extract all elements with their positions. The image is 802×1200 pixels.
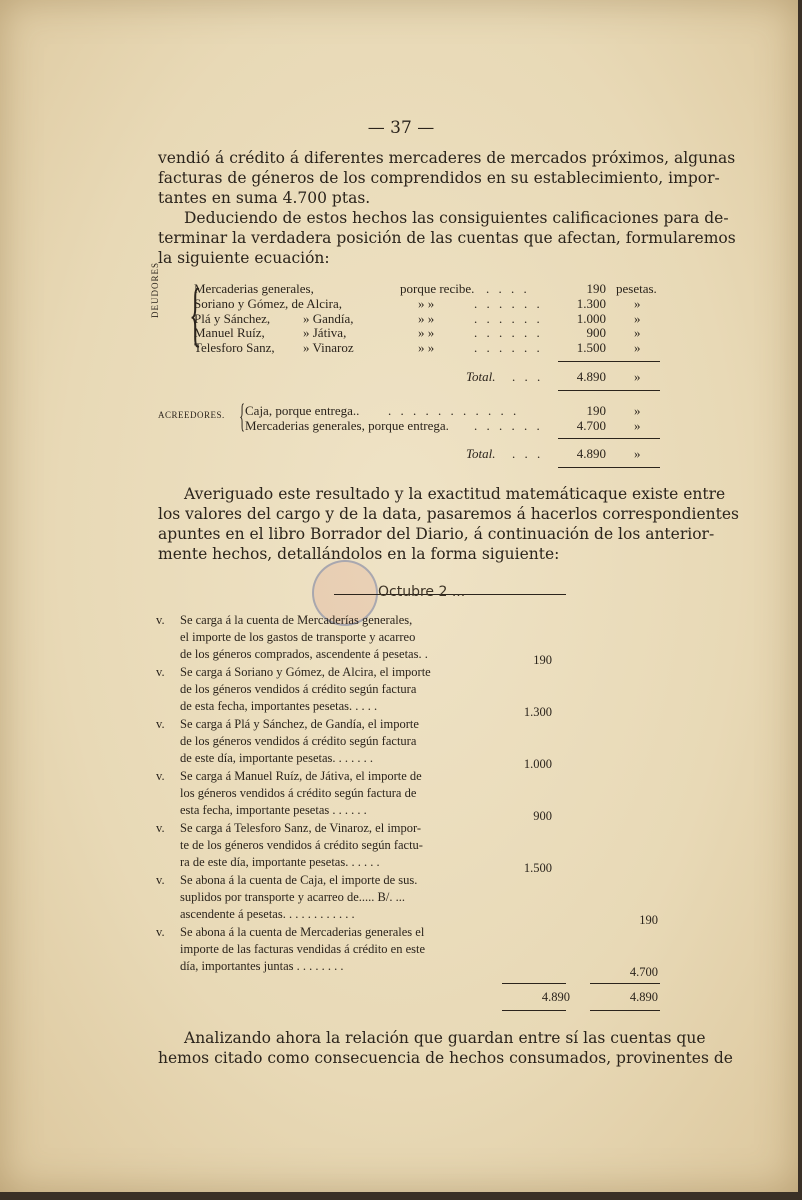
credit-amount: 190 — [639, 913, 658, 927]
deudor-place: » Gandía, — [303, 311, 354, 326]
text-line: facturas de géneros de los comprendidos en su establecimiento, impor- — [158, 169, 720, 187]
entry-line: día, importantes juntas . . . . . . . . — [180, 959, 344, 974]
sum-rule — [558, 438, 660, 439]
total-unit: » — [634, 369, 641, 384]
check-mark: v. — [156, 665, 165, 679]
entry-line: ascendente á pesetas. . . . . . . . . . . . — [180, 907, 355, 922]
leader-dots: . . . . — [486, 281, 530, 296]
acreedor-unit: » — [634, 403, 641, 418]
deudor-name: Telesforo Sanz, — [194, 340, 275, 355]
sum-rule — [502, 1010, 566, 1011]
leader-dots: . . . . . . — [474, 296, 543, 311]
acreedor-unit: » — [634, 418, 641, 433]
deudor-amount: 1.500 — [576, 340, 606, 355]
deudor-reason: » » — [418, 311, 435, 326]
total-label: Total. — [466, 446, 496, 461]
entry-line: los géneros vendidos á crédito según factura de — [180, 786, 417, 801]
text-line: la siguiente ecuación: — [158, 249, 330, 267]
deudor-name: Mercaderias generales, — [194, 281, 314, 296]
entry-line: el importe de los gastos de transporte y acarreo — [180, 630, 416, 645]
brace-icon: { — [239, 398, 246, 435]
text-line: los valores del cargo y de la data, pasaremos á hacerlos correspondientes — [158, 505, 739, 523]
leader-dots: . . . . . . . . . . . — [388, 403, 520, 418]
entry-line: Se carga á la cuenta de Mercaderías generales, — [180, 613, 413, 627]
debit-amount: 1.300 — [523, 705, 552, 719]
total-credit: 4.890 — [629, 990, 658, 1004]
entry-line: suplidos por transporte y acarreo de..... B/. ... — [180, 890, 405, 905]
acreedor-text: Caja, porque entrega.. — [245, 403, 360, 418]
deudor-amount: 900 — [586, 325, 606, 340]
deudor-place: » Vinaroz — [303, 340, 354, 355]
total-amount: 4.890 — [576, 369, 606, 384]
sum-rule — [590, 1010, 660, 1011]
page-number: — 37 — — [367, 118, 435, 138]
text-line: tantes en suma 4.700 ptas. — [158, 189, 371, 207]
deudor-unit: pesetas. — [616, 281, 657, 296]
sum-rule — [558, 361, 660, 362]
deudor-amount: 1.300 — [576, 296, 606, 311]
brace-icon: { — [189, 274, 202, 354]
entry-line: te de los géneros vendidos á crédito según factu- — [180, 838, 423, 853]
entry-line: de los géneros vendidos á crédito según factura — [180, 682, 417, 697]
deudor-reason: » » — [418, 296, 435, 311]
journal-date: Octubre 2 ... — [378, 584, 466, 600]
acreedor-amount: 190 — [586, 403, 606, 418]
paragraph-2 — [158, 208, 736, 268]
entry-line: de los géneros vendidos á crédito según factura — [180, 734, 417, 749]
deudor-amount: 190 — [586, 281, 606, 296]
sum-rule — [502, 983, 566, 984]
check-mark: v. — [156, 873, 165, 887]
entry-line: importe de las facturas vendidas á crédito en este — [180, 942, 426, 957]
deudor-unit: » — [634, 296, 641, 311]
text-line: Averiguado este resultado y la exactitud matemáticaque existe entre — [184, 485, 726, 503]
check-mark: v. — [156, 925, 165, 939]
entry-line: Se carga á Soriano y Gómez, de Alcira, el importe — [180, 665, 431, 679]
text-line: Deduciendo de estos hechos las consiguientes calificaciones para de- — [184, 209, 729, 227]
leader-dots: . . . — [512, 446, 544, 461]
entry-line: esta fecha, importante pesetas . . . . . . — [180, 803, 367, 818]
text-line: Analizando ahora la relación que guardan entre sí las cuentas que — [184, 1029, 706, 1047]
acreedores-label: ACREEDORES. — [158, 410, 225, 420]
check-mark: v. — [156, 613, 165, 627]
deudor-unit: » — [634, 311, 641, 326]
text-line: hemos citado como consecuencia de hechos consumados, provinentes de — [158, 1049, 733, 1067]
leader-dots: . . . . . . — [474, 311, 543, 326]
acreedor-amount: 4.700 — [576, 418, 606, 433]
entry-line: ra de este día, importante pesetas. . . . . . — [180, 855, 380, 870]
entry-line: de los géneros comprados, ascendente á pesetas. . — [180, 647, 428, 662]
check-mark: v. — [156, 821, 165, 835]
deudor-unit: » — [634, 325, 641, 340]
check-mark: v. — [156, 769, 165, 783]
deudor-reason: porque recibe. — [400, 281, 475, 296]
leader-dots: . . . . . . — [474, 418, 543, 433]
entry-line: Se carga á Plá y Sánchez, de Gandía, el importe — [180, 717, 419, 731]
text-line: terminar la verdadera posición de las cuentas que afectan, formularemos — [158, 229, 736, 247]
total-debit: 4.890 — [541, 990, 570, 1004]
total-label: Total. — [466, 369, 496, 384]
total-unit: » — [634, 446, 641, 461]
paragraph-4 — [158, 1028, 733, 1068]
leader-dots: . . . . . . — [474, 340, 543, 355]
debit-amount: 1.500 — [523, 861, 552, 875]
deudor-name: Plá y Sánchez, — [194, 311, 271, 326]
paragraph-1 — [158, 148, 736, 208]
credit-amount: 4.700 — [629, 965, 658, 979]
total-amount: 4.890 — [576, 446, 606, 461]
text-line: mente hechos, detallándolos en la forma siguiente: — [158, 545, 560, 563]
deudores-label: DEUDORES — [150, 261, 160, 318]
debit-amount: 190 — [533, 653, 552, 667]
sum-rule — [558, 390, 660, 391]
entry-line: de esta fecha, importantes pesetas. . . . . — [180, 699, 378, 714]
sum-rule — [558, 467, 660, 468]
text-line: apuntes en el libro Borrador del Diario, á continuación de los anterior- — [158, 525, 715, 543]
leader-dots: . . . — [512, 369, 544, 384]
deudor-reason: » » — [418, 340, 435, 355]
entry-line: Se abona á la cuenta de Caja, el importe de sus. — [180, 873, 418, 887]
paragraph-3 — [158, 484, 739, 564]
deudor-name: Manuel Ruíz, — [194, 325, 265, 340]
deudor-reason: » » — [418, 325, 435, 340]
entry-line: Se carga á Telesforo Sanz, de Vinaroz, el impor- — [180, 821, 422, 835]
deudor-place: » Játiva, — [303, 325, 347, 340]
entry-line: Se carga á Manuel Ruíz, de Játiva, el importe de — [180, 769, 422, 783]
acreedor-text: Mercaderias generales, porque entrega. — [245, 418, 449, 433]
check-mark: v. — [156, 717, 165, 731]
entry-line: de este día, importante pesetas. . . . . . . — [180, 751, 373, 766]
deudor-amount: 1.000 — [576, 311, 606, 326]
debit-amount: 900 — [533, 809, 552, 823]
debit-amount: 1.000 — [523, 757, 552, 771]
leader-dots: . . . . . . — [474, 325, 543, 340]
deudor-name: Soriano y Gómez, de Alcira, — [194, 296, 343, 311]
entry-line: Se abona á la cuenta de Mercaderias generales el — [180, 925, 425, 939]
text-line: vendió á crédito á diferentes mercaderes de mercados próximos, algunas — [158, 149, 736, 167]
deudor-unit: » — [634, 340, 641, 355]
sum-rule — [590, 983, 660, 984]
